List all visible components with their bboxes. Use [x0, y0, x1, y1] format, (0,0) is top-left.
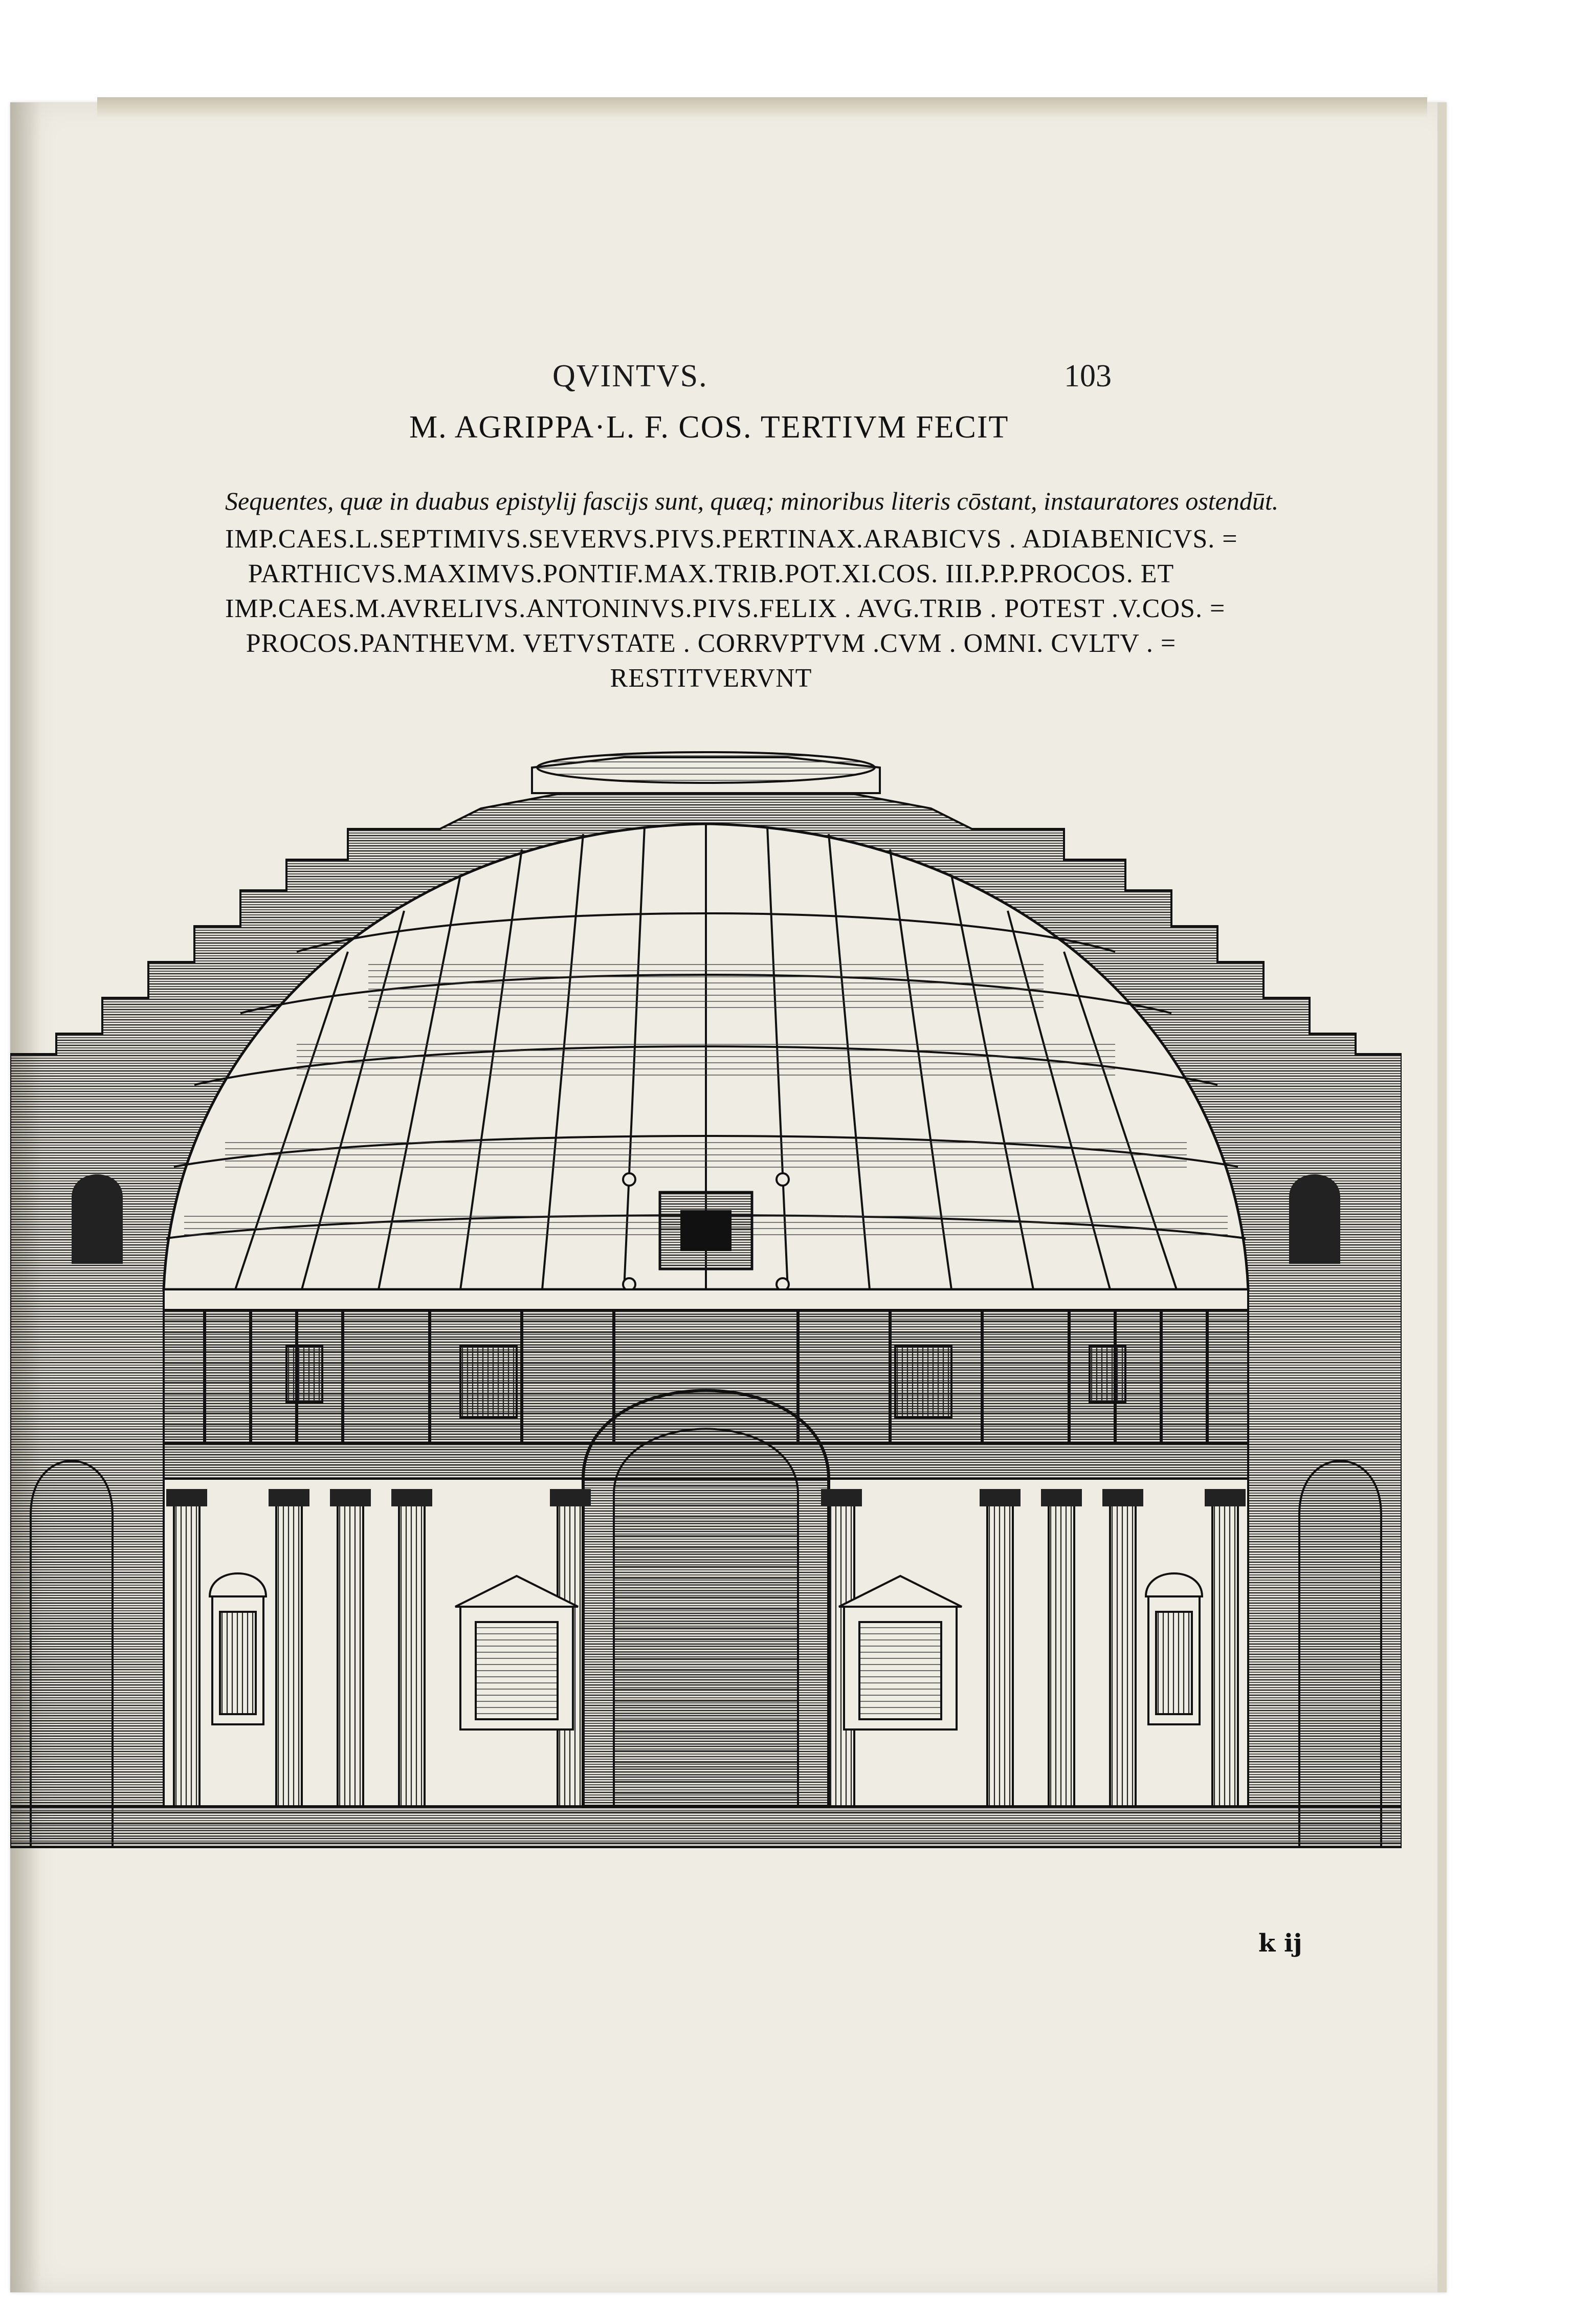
pantheon-section-woodcut: [10, 747, 1402, 1888]
inscription-line-2: PARTHICVS.MAXIMVS.PONTIF.MAX.TRIB.POT.XI.COS. III.P.P.PROCOS. ET: [248, 559, 1174, 588]
intro-text: Sequentes, quæ in duabus epistylij fascijs sunt, quæq; minoribus literis cōstant, instauratores ostendūt.: [225, 487, 1279, 515]
running-head: QVINTVS.: [552, 359, 708, 393]
inscription-title: M. AGRIPPA·L. F. COS. TERTIVM FECIT: [409, 410, 1009, 445]
inscription-line-3: IMP.CAES.M.AVRELIVS.ANTONINVS.PIVS.FELIX . AVG.TRIB . POTEST .V.COS. =: [225, 594, 1226, 623]
inscription-line-1: IMP.CAES.L.SEPTIMIVS.SEVERVS.PIVS.PERTINAX.ARABICVS . ADIABENICVS. =: [225, 524, 1238, 554]
page-number: 103: [1064, 359, 1112, 393]
page-top-edge: [97, 97, 1427, 118]
signature-mark: k ij: [1258, 1929, 1302, 1958]
inscription-block: [225, 522, 1238, 696]
inscription-line-5: RESTITVERVNT: [610, 664, 812, 693]
inscription-line-4: PROCOS.PANTHEVM. VETVSTATE . CORRVPTVM .CVM . OMNI. CVLTV . =: [246, 629, 1177, 658]
